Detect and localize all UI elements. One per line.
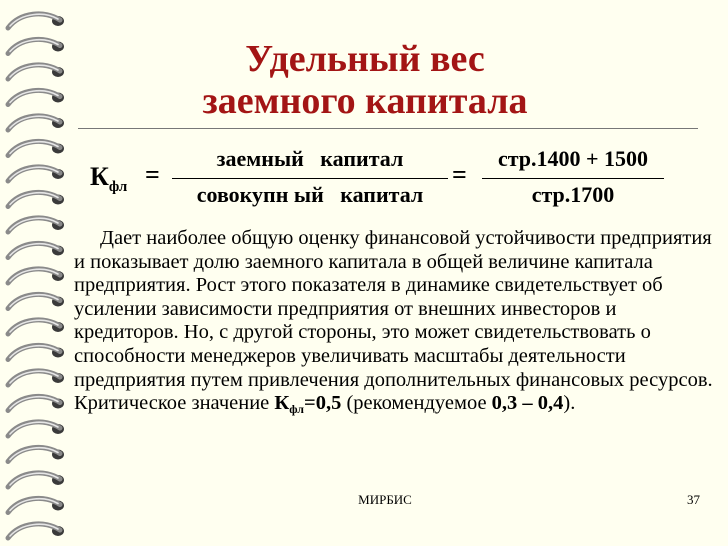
critical-prefix: Критическое значение <box>74 392 275 415</box>
critical-value-line <box>74 392 576 417</box>
recommended-value: 0,3 – 0,4 <box>491 392 564 415</box>
fraction-bar-2 <box>482 178 664 179</box>
critical-k-subscript: фл <box>289 402 305 417</box>
formula-equals-2: = <box>452 160 467 189</box>
description-paragraph <box>74 227 714 422</box>
formula-lhs <box>90 162 127 202</box>
formula <box>90 140 690 220</box>
critical-k <box>274 392 342 417</box>
title-line-1: Удельный вес <box>245 38 485 80</box>
fraction-bar-1 <box>172 178 448 179</box>
page-number: 37 <box>687 492 700 507</box>
formula-denominator-1: совокупн ый капитал <box>196 182 424 207</box>
recommended-suffix: ). <box>563 392 576 415</box>
spiral-binding <box>0 0 70 546</box>
recommended-prefix: (рекомендуемое <box>341 392 492 415</box>
critical-k-main: К <box>274 392 290 415</box>
formula-k-subscript: фл <box>108 179 128 195</box>
slide-title <box>150 38 580 122</box>
formula-k: К <box>90 162 109 191</box>
formula-numerator-1: заемный капитал <box>216 146 404 171</box>
title-divider <box>78 128 698 129</box>
formula-numerator-2: стр.1400 + 1500 <box>497 146 649 171</box>
description-text: Дает наиболее общую оценку финансовой устойчивости предприятия и показывает долю заемного капитала в общей величине капитала предприятия. Рост этого показателя в динамике свидетельствует об усилении зависимости предприятия от внешних инвесторов и кредиторов. Но, с другой стороны, это может свидетельствовать о способности менеджеров увеличивать масштабы деятельности предприятия путем привлечения дополнительных финансовых ресурсов. <box>74 227 713 391</box>
formula-denominator-2: стр.1700 <box>531 182 615 207</box>
formula-equals-1: = <box>145 160 160 189</box>
critical-value: =0,5 <box>304 392 342 415</box>
title-line-2: заемного капитала <box>202 80 528 122</box>
footer-label: МИРБИС <box>358 492 412 507</box>
